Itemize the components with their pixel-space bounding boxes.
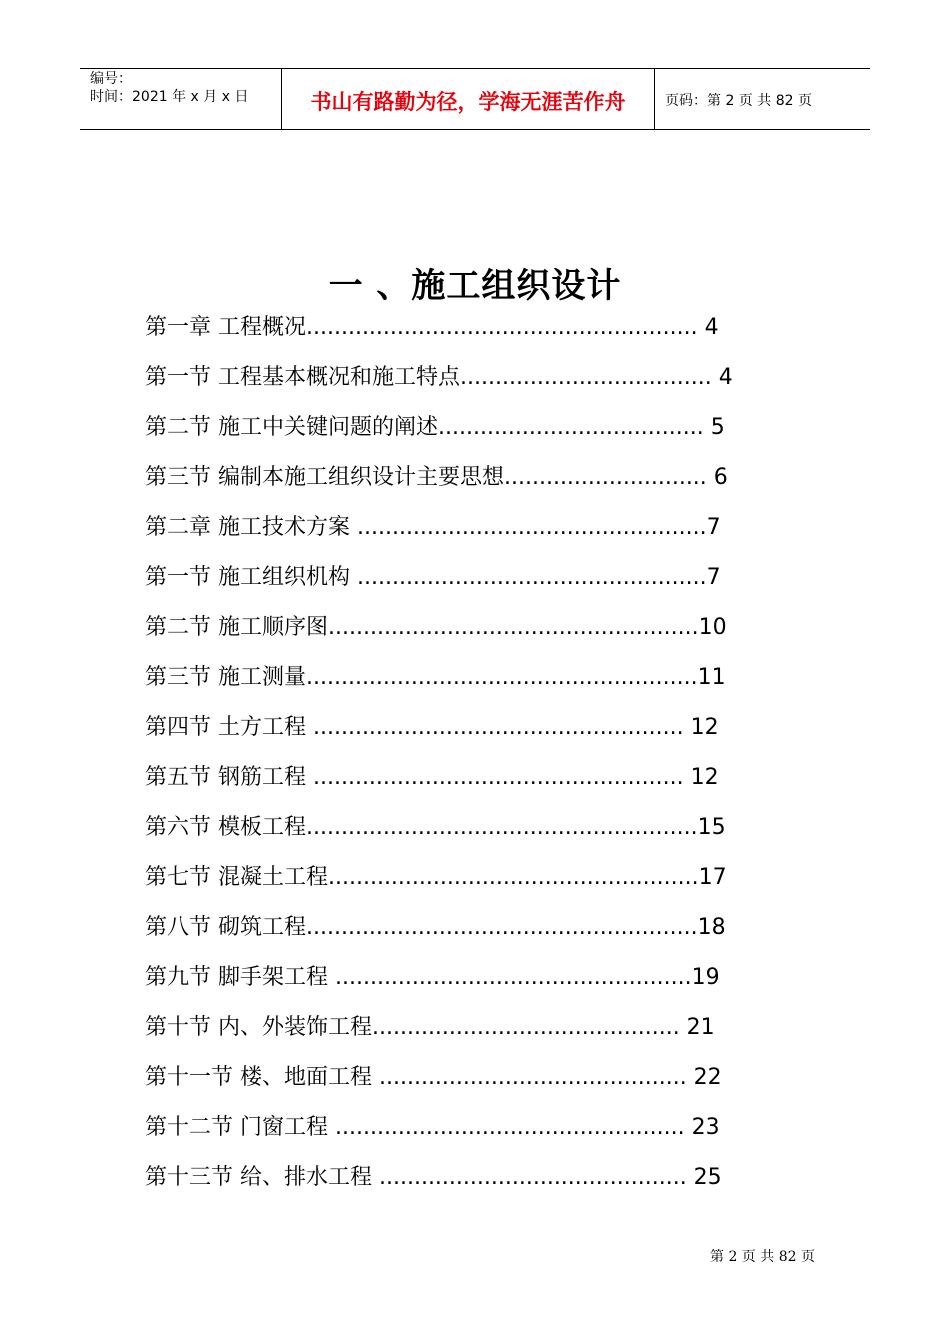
toc-entry: 第六节 模板工程........................................................15 [145,815,726,840]
toc-entry: 第一章 工程概况........................................................ 4 [145,315,719,340]
toc-entry: 第四节 土方工程 ..................................................... 12 [145,715,719,740]
toc-entry: 第五节 钢筋工程 ..................................................... 12 [145,765,719,790]
toc-entry: 第十节 内、外装饰工程............................................ 21 [145,1015,715,1040]
document-time-label: 时间：2021 年 x 月 x 日 [90,89,249,105]
page-footer: 第 2 页 共 82 页 [710,1249,815,1265]
toc-entry: 第二节 施工中关键问题的阐述...................................... 5 [145,415,725,440]
header-info-cell [80,69,282,129]
document-number-label: 编号： [90,71,132,87]
toc-entry: 第七节 混凝土工程.....................................................17 [145,865,727,890]
toc-entry: 第一节 工程基本概况和施工特点.................................... 4 [145,365,733,390]
toc-entry: 第三节 编制本施工组织设计主要思想............................. 6 [145,465,728,490]
document-title: 一 、施工组织设计 [328,266,622,306]
toc-entry: 第一节 施工组织机构 ..................................................7 [145,565,721,590]
toc-entry: 第八节 砌筑工程........................................................18 [145,915,726,940]
page-header [80,68,870,130]
toc-entry: 第三节 施工测量........................................................11 [145,665,726,690]
toc-entry: 第十三节 给、排水工程 ............................................ 25 [145,1165,722,1190]
toc-entry: 第十一节 楼、地面工程 ............................................ 22 [145,1065,722,1090]
toc-entry: 第二节 施工顺序图.....................................................10 [145,615,727,640]
toc-entry: 第九节 脚手架工程 ...................................................19 [145,965,720,990]
toc-entry: 第十二节 门窗工程 .................................................. 23 [145,1115,720,1140]
header-motto: 书山有路勤为径，学海无涯苦作舟 [310,89,626,114]
header-page-code: 页码：第 2 页 共 82 页 [665,93,812,109]
toc-entry: 第二章 施工技术方案 ..................................................7 [145,515,721,540]
header-page-cell [655,69,870,129]
header-motto-cell [282,69,655,129]
